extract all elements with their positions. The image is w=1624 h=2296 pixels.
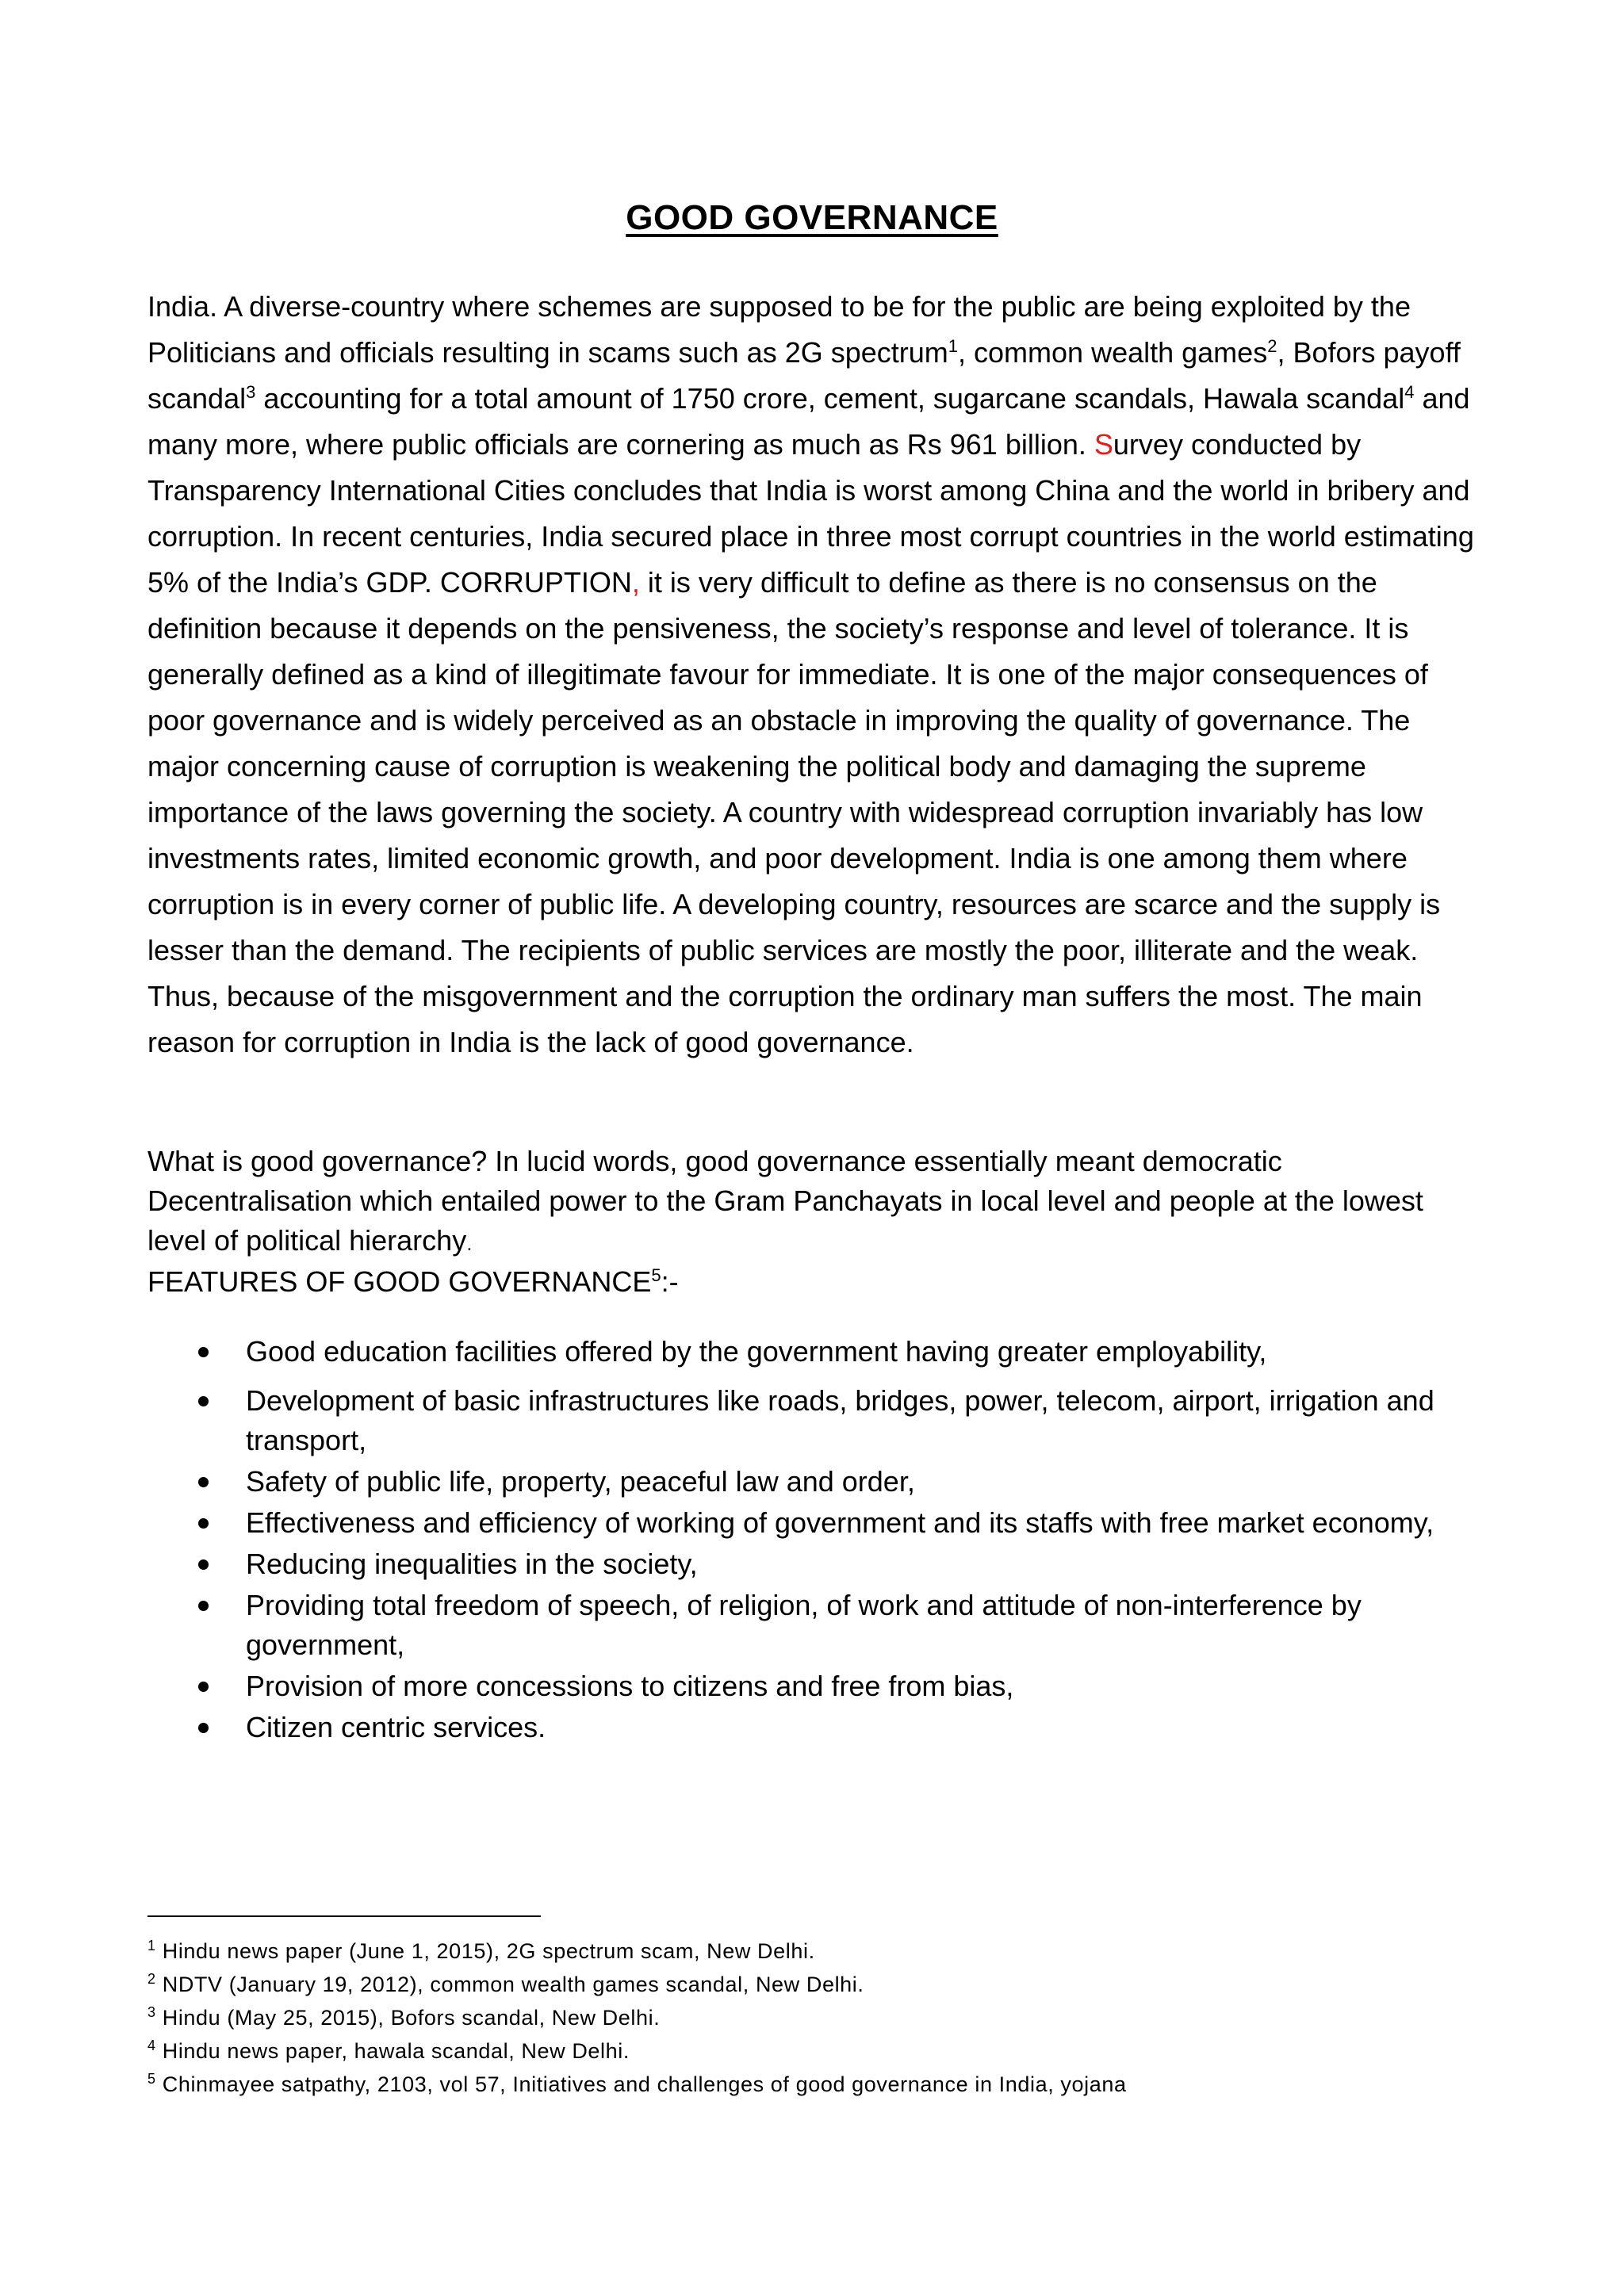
p1-segment-4: accounting for a total amount of 1750 crore, cement, sugarcane scandals, Hawala scandal (255, 382, 1405, 415)
features-heading-text: FEATURES OF GOOD GOVERNANCE (147, 1265, 652, 1298)
features-heading (147, 1262, 679, 1302)
footnote-text: NDTV (January 19, 2012), common wealth games scandal, New Delhi. (155, 1973, 864, 1996)
footnote-ref-1: 1 (948, 336, 959, 356)
p1-segment-3: , Bofors payoff scandal (147, 336, 1461, 415)
document-title: GOOD GOVERNANCE (626, 198, 998, 237)
footnote-5 (147, 2068, 1496, 2101)
p1-segment-5: and many more, where public officials are cornering as much as Rs 961 billion. (147, 382, 1470, 461)
list-item: Effectiveness and efficiency of working of government and its staffs with free market economy, (187, 1503, 1488, 1543)
list-item: Good education facilities offered by the government having greater employability, (187, 1332, 1488, 1372)
footnote-ref-3: 3 (246, 382, 256, 402)
footnote-ref-5: 5 (651, 1265, 661, 1285)
footnotes (147, 1934, 1496, 2101)
p1-segment-7: it is very difficult to define as there is no consensus on the definition because it depends on the pensiveness, the society’s response and level of tolerance. It is generally defined as a kind of illegitimate favour for immediate. It is one of the major consequences of poor governance and is widely perceived as an obstacle in improving the quality of governance. The major concerning cause of corruption is weakening the political body and damaging the supreme importance of the laws governing the society. A country with widespread corruption invariably has low investments rates, limited economic growth, and poor development. India is one among them where corruption is in every corner of public life. A developing country, resources are scarce and the supply is lesser than the demand. The recipients of public services are mostly the poor, illiterate and the weak. Thus, because of the misgovernment and the corruption the ordinary man suffers the most. The main reason for corruption in India is the lack of good governance. (147, 566, 1441, 1058)
footnote-text: Chinmayee satpathy, 2103, vol 57, Initiatives and challenges of good governance in India, yojana (155, 2072, 1127, 2096)
footnote-number: 2 (147, 1971, 156, 1987)
p1-segment-1: India. A diverse-country where schemes are supposed to be for the public are being exploited by the Politicians and officials resulting in scams such as 2G spectrum (147, 290, 1411, 369)
paragraph-1-text (147, 284, 1480, 1066)
red-initial-letter: S (1094, 428, 1113, 461)
footnote-ref-4: 4 (1404, 382, 1415, 402)
footnote-number: 1 (147, 1938, 156, 1954)
list-item: Citizen centric services. (187, 1708, 1488, 1747)
p2-end: . (466, 1231, 473, 1255)
footnote-number: 3 (147, 2004, 156, 2020)
paragraph-good-governance (147, 1142, 1480, 1263)
footnote-separator (147, 1915, 541, 1917)
list-item: Development of basic infrastructures like roads, bridges, power, telecom, airport, irrigation and transport, (187, 1381, 1488, 1460)
footnote-number: 5 (147, 2071, 156, 2087)
footnote-4 (147, 2034, 1496, 2068)
footnote-3 (147, 2001, 1496, 2034)
paragraph-corruption (147, 284, 1480, 1066)
features-heading-suffix: :- (661, 1265, 679, 1298)
footnote-ref-2: 2 (1267, 336, 1277, 356)
p1-segment-2: , common wealth games (958, 336, 1268, 369)
list-item: Provision of more concessions to citizens and free from bias, (187, 1667, 1488, 1706)
footnote-number: 4 (147, 2038, 156, 2053)
footnote-text: Hindu news paper, hawala scandal, New Delhi. (155, 2039, 630, 2063)
footnote-1 (147, 1934, 1496, 1968)
red-comma: , (631, 566, 640, 599)
footnote-2 (147, 1968, 1496, 2001)
footnote-text: Hindu news paper (June 1, 2015), 2G spectrum scam, New Delhi. (155, 1939, 815, 1963)
list-item: Providing total freedom of speech, of religion, of work and attitude of non-interference by government, (187, 1586, 1488, 1665)
list-item: Reducing inequalities in the society, (187, 1544, 1488, 1584)
p2-text: What is good governance? In lucid words, good governance essentially meant democratic Decentralisation which entailed power to the Gram Panchayats in local level and people at the lowest level of political hierarchy (147, 1145, 1423, 1257)
footnote-text: Hindu (May 25, 2015), Bofors scandal, New Delhi. (155, 2006, 661, 2030)
p1-segment-6: urvey conducted by Transparency International Cities concludes that India is worst among China and the world in bribery and corruption. In recent centuries, India secured place in three most corrupt countries in the world estimating 5% of the India’s GDP. CORRUPTION (147, 428, 1474, 599)
features-list (187, 1332, 1488, 1749)
list-item: Safety of public life, property, peaceful law and order, (187, 1462, 1488, 1502)
